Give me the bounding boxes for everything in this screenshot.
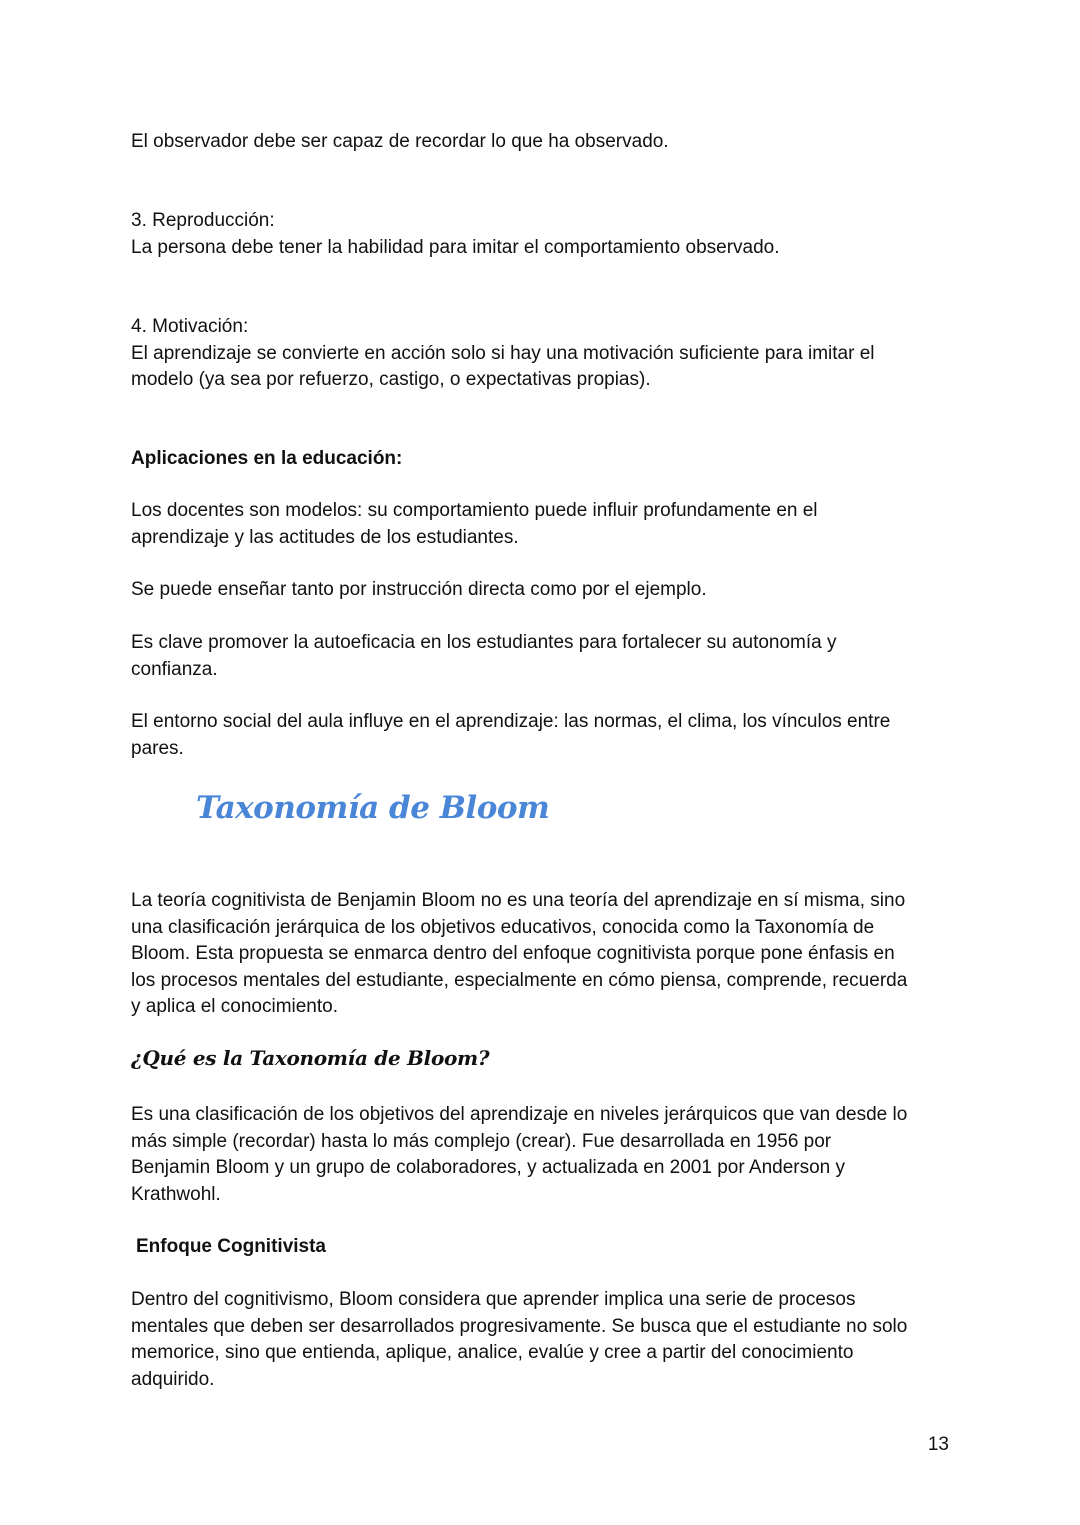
aplicaciones-paragraph-1 <box>131 498 951 551</box>
text-line: una clasificación jerárquica de los objetivos educativos, conocida como la Taxonomía de <box>131 916 875 938</box>
bloom-intro-paragraph <box>131 888 951 1021</box>
text-line: Dentro del cognitivismo, Bloom considera que aprender implica una serie de procesos <box>131 1289 856 1310</box>
bloom-definition-paragraph <box>131 1102 951 1208</box>
motivacion-section <box>131 314 951 394</box>
enfoque-paragraph <box>131 1287 951 1393</box>
text-line: Benjamin Bloom y un grupo de colaboradores, y actualizada en 2001 por Anderson y <box>131 1157 846 1178</box>
text-line: Se puede enseñar tanto por instrucción directa como por el ejemplo. <box>131 579 707 600</box>
text-line: los procesos mentales del estudiante, especialmente en cómo piensa, comprende, recuerda <box>131 969 908 991</box>
heading-text: Aplicaciones en la educación: <box>131 448 403 469</box>
text-line: Es una clasificación de los objetivos del aprendizaje en niveles jerárquicos que van desde lo <box>131 1104 908 1125</box>
aplicaciones-heading <box>131 446 951 473</box>
text-line: y aplica el conocimiento. <box>131 996 338 1017</box>
text-line: aprendizaje y las actitudes de los estudiantes. <box>131 526 519 548</box>
text-line: Krathwohl. <box>131 1183 221 1205</box>
aplicaciones-paragraph-4 <box>131 709 951 762</box>
text-line: El observador debe ser capaz de recordar lo que ha observado. <box>131 131 669 152</box>
motivacion-heading: 4. Motivación: <box>131 316 249 337</box>
reproduccion-heading: 3. Reproducción: <box>131 210 275 231</box>
heading-text: Enfoque Cognitivista <box>136 1236 326 1257</box>
bloom-title: Taxonomía de Bloom <box>196 790 550 826</box>
text-line: El entorno social del aula influye en el aprendizaje: las normas, el clima, los vínculos entre <box>131 711 891 732</box>
text-line: memorice, sino que entienda, aplique, analice, evalúe y cree a partir del conocimiento <box>131 1342 854 1363</box>
intro-paragraph <box>131 129 951 156</box>
text-line: Es clave promover la autoeficacia en los estudiantes para fortalecer su autonomía y <box>131 632 837 653</box>
text-line: pares. <box>131 737 184 759</box>
reproduccion-section <box>131 208 951 261</box>
text-line: Bloom. Esta propuesta se enmarca dentro del enfoque cognitivista porque pone énfasis en <box>131 943 895 964</box>
aplicaciones-paragraph-3 <box>131 630 951 683</box>
text-line: modelo (ya sea por refuerzo, castigo, o expectativas propias). <box>131 369 651 390</box>
text-line: La teoría cognitivista de Benjamin Bloom no es una teoría del aprendizaje en sí misma, sino <box>131 890 906 911</box>
text-line: confianza. <box>131 658 218 680</box>
reproduccion-text: La persona debe tener la habilidad para imitar el comportamiento observado. <box>131 236 780 258</box>
bloom-question-heading: ¿Qué es la Taxonomía de Bloom? <box>131 1046 490 1070</box>
text-line: adquirido. <box>131 1368 215 1390</box>
text-line: El aprendizaje se convierte en acción solo si hay una motivación suficiente para imitar el <box>131 342 875 364</box>
text-line: más simple (recordar) hasta lo más complejo (crear). Fue desarrollada en 1956 por <box>131 1130 832 1152</box>
text-line: mentales que deben ser desarrollados progresivamente. Se busca que el estudiante no solo <box>131 1315 908 1337</box>
page-number: 13 <box>927 1434 949 1455</box>
enfoque-heading <box>136 1234 956 1261</box>
aplicaciones-paragraph-2 <box>131 577 951 604</box>
text-line: Los docentes son modelos: su comportamiento puede influir profundamente en el <box>131 500 818 521</box>
